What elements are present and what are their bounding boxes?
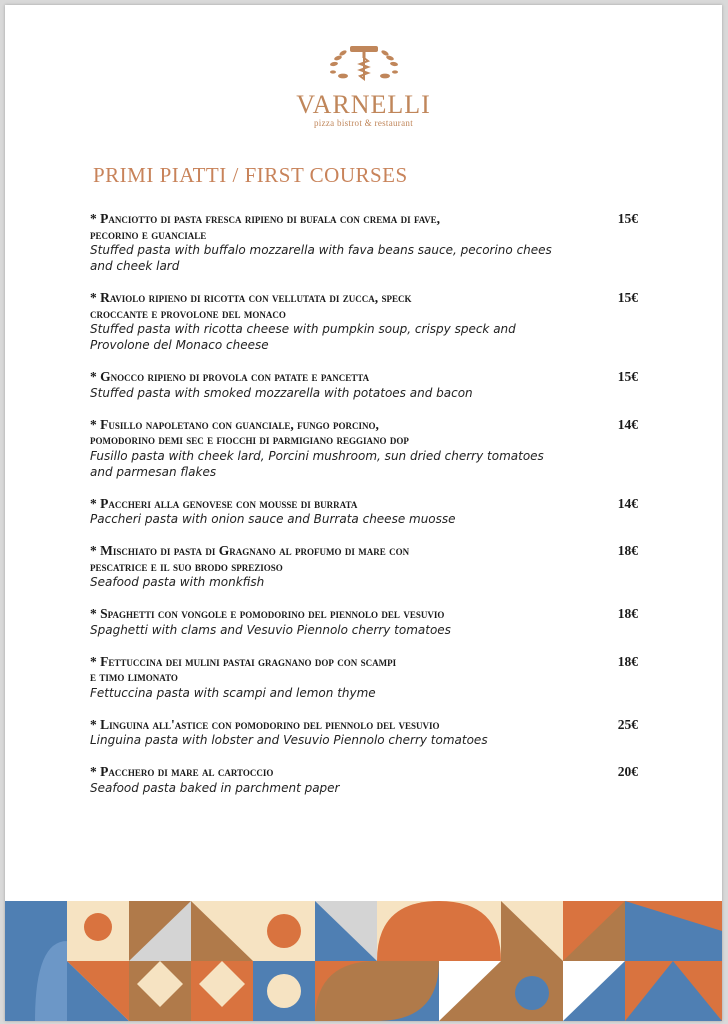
dish-name: * Fusillo napoletano con guanciale, fungo porcino, pomodorino demi sec e fiocchi di parmigiano reggiano dop — [90, 416, 409, 447]
dish-price: 15€ — [617, 369, 638, 384]
menu-item — [90, 417, 650, 480]
dish-name: * Gnocco ripieno di provola con patate e pancetta — [90, 369, 370, 384]
menu-item — [90, 290, 650, 353]
dish-price: 15€ — [617, 211, 638, 226]
dish-price: 18€ — [617, 543, 638, 558]
dish-description: Seafood pasta with monkfish — [90, 575, 265, 589]
menu-item — [90, 211, 650, 274]
brand-name: VARNELLI — [296, 90, 431, 119]
menu-item — [90, 369, 650, 401]
dish-name: * Linguina all'astice con pomodorino del piennolo del vesuvio — [90, 716, 440, 732]
section-title: PRIMI PIATTI / FIRST COURSES — [93, 163, 408, 187]
dish-price: 18€ — [617, 606, 638, 621]
dish-description: Paccheri pasta with onion sauce and Burrata cheese muosse — [90, 512, 456, 526]
dish-description: Seafood pasta baked in parchment paper — [90, 780, 340, 795]
dish-name: * Paccherо di mare al cartoccio — [90, 764, 274, 779]
menu-item — [90, 543, 650, 590]
dish-description: Fettuccina pasta with scampi and lemon thyme — [90, 685, 376, 700]
menu-list — [90, 211, 650, 812]
menu-item — [90, 606, 650, 638]
dish-name: * Fettuccina dei mulini pastai gragnano dop con scampi e timo limonato — [90, 653, 397, 684]
dish-name: * Mischiato di pasta di Gragnano al profumo di mare con pescatrice e il suo brodo sprezioso — [90, 543, 410, 574]
corkscrew-wheat-logo — [319, 43, 409, 89]
dish-description: Stuffed pasta with ricotta cheese with pumpkin soup, crispy speck and Provolone del Monaco cheese — [90, 322, 516, 352]
dish-name: * Panciotto di pasta fresca ripieno di bufala con crema di fave, pecorino e guanciale — [90, 211, 441, 242]
dish-name: * Paccheri alla genovese con mousse di burrata — [90, 495, 358, 511]
dish-description: Stuffed pasta with smoked mozzarella with potatoes and bacon — [90, 385, 473, 400]
dish-description: Linguina pasta with lobster and Vesuvio Piennolo cherry tomatoes — [90, 733, 488, 747]
dish-price: 14€ — [617, 495, 638, 511]
menu-page — [5, 5, 722, 1021]
menu-item — [90, 764, 650, 796]
menu-item — [90, 654, 650, 701]
brand-logo — [5, 43, 722, 128]
dish-price: 15€ — [617, 290, 638, 305]
dish-price: 20€ — [617, 764, 638, 779]
decorative-geometric-pattern — [5, 901, 722, 1021]
menu-item — [90, 717, 650, 749]
dish-description: Stuffed pasta with buffalo mozzarella with fava beans sauce, pecorino chees and cheek lard — [90, 243, 552, 273]
dish-name: * Spaghetti con vongole e pomodorino del piennolo del vesuvio — [90, 606, 445, 621]
dish-price: 14€ — [617, 416, 638, 432]
menu-item — [90, 496, 650, 528]
brand-tagline: pizza bistrot & restaurant — [313, 118, 414, 128]
dish-description: Spaghetti with clams and Vesuvio Piennolo cherry tomatoes — [90, 622, 451, 637]
dish-description: Fusillo pasta with cheek lard, Porcini mushroom, sun dried cherry tomatoes and parmesan flakes — [90, 448, 544, 479]
dish-price: 18€ — [617, 653, 638, 669]
dish-price: 25€ — [617, 716, 638, 732]
dish-name: * Raviolo ripieno di ricotta con vellutata di zucca, speck croccante e provolone del monaco — [90, 290, 412, 321]
